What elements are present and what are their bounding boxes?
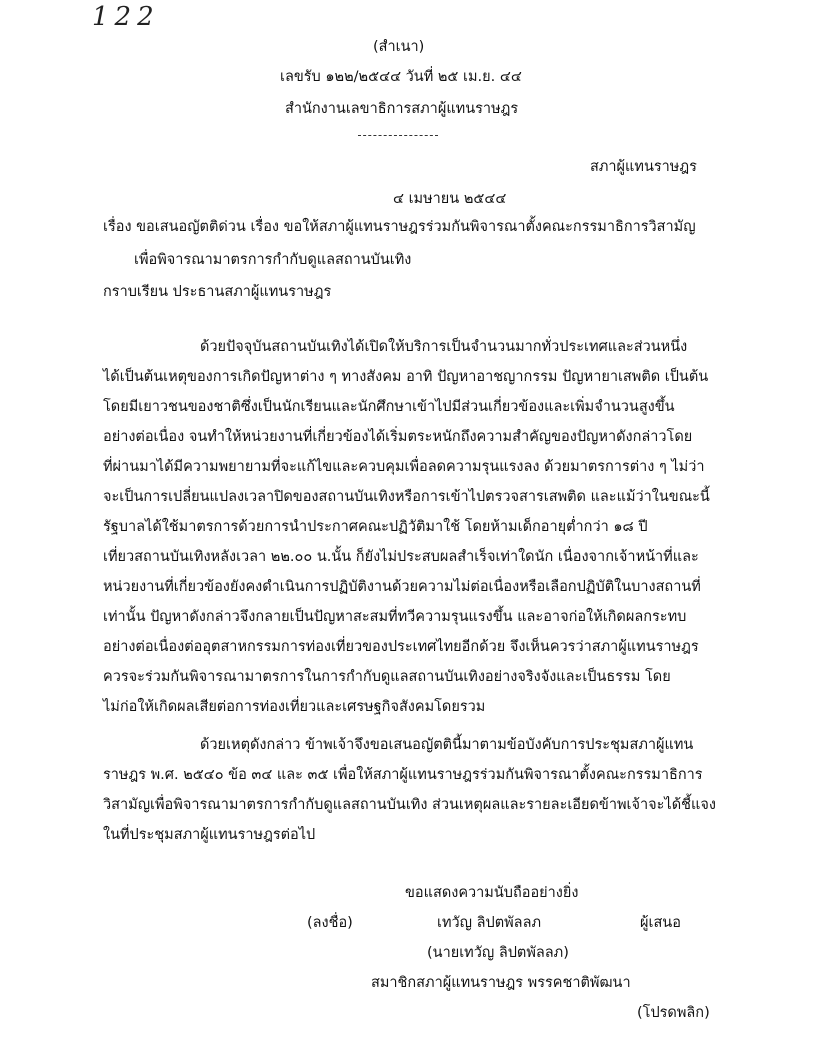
- body-paragraph-1: [103, 332, 713, 722]
- body-line: ควรจะร่วมกันพิจารณามาตรการในการกำกับดูแลสถานบันเทิงอย่างจริงจังและเป็นธรรม โดย: [103, 669, 671, 685]
- body-line: อย่างต่อเนื่อง จนทำให้หน่วยงานที่เกี่ยวข้องได้เริ่มตระหนักถึงความสำคัญของปัญหาดังกล่าวโดย: [103, 429, 693, 445]
- body-line: โดยมีเยาวชนของชาติซึ่งเป็นนักเรียนและนักศึกษาเข้าไปมีส่วนเกี่ยวข้องและเพิ่มจำนวนสูงขึ้น: [103, 399, 675, 415]
- salutation: กราบเรียน ประธานสภาผู้แทนราษฎร: [103, 284, 332, 300]
- body-line: วิสามัญเพื่อพิจารณามาตรการกำกับดูแลสถานบันเทิง ส่วนเหตุผลและรายละเอียดข้าพเจ้าจะได้ชี้แจง: [103, 797, 716, 813]
- letter-date: ๔ เมษายน ๒๕๔๔: [393, 191, 507, 207]
- body-line: เที่ยวสถานบันเทิงหลังเวลา ๒๒.๐๐ น.นั้น ก็ยังไม่ประสบผลสำเร็จเท่าใดนัก เนื่องจากเจ้าหน้าที่และ: [103, 549, 699, 565]
- body-line: ได้เป็นต้นเหตุของการเกิดปัญหาต่าง ๆ ทางสังคม อาทิ ปัญหาอาชญากรรม ปัญหายาเสพติด เป็นต้น: [103, 369, 709, 385]
- body-line: รัฐบาลได้ใช้มาตรการด้วยการนำประกาศคณะปฏิวัติมาใช้ โดยห้ามเด็กอายุต่ำกว่า ๑๘ ปี: [103, 519, 648, 535]
- closing-respect: ขอแสดงความนับถืออย่างยิ่ง: [405, 885, 579, 901]
- body-line: จะเป็นการเปลี่ยนแปลงเวลาปิดของสถานบันเทิงหรือการเข้าไปตรวจสารเสพติด และแม้ว่าในขณะนี้: [103, 489, 710, 505]
- receipt-line: เลขรับ ๑๒๒/๒๕๔๔ วันที่ ๒๕ เม.ย. ๔๔: [280, 69, 522, 85]
- subject-line-1: เรื่อง ขอเสนอญัตติด่วน เรื่อง ขอให้สภาผู้แทนราษฎรร่วมกันพิจารณาตั้งคณะกรรมาธิการวิสามัญ: [103, 219, 696, 235]
- body-line: ด้วยเหตุดังกล่าว ข้าพเจ้าจึงขอเสนอญัตตินี้มาตามข้อบังคับการประชุมสภาผู้แทน: [200, 737, 694, 753]
- body-line: ราษฎร พ.ศ. ๒๕๔๐ ข้อ ๓๔ และ ๓๕ เพื่อให้สภาผู้แทนราษฎรร่วมกันพิจารณาตั้งคณะกรรมาธิการ: [103, 767, 703, 783]
- proposer-role: ผู้เสนอ: [640, 915, 681, 931]
- signature-name: เทวัญ ลิปตพัลลภ: [437, 915, 542, 931]
- sign-label: (ลงชื่อ): [307, 915, 353, 931]
- printed-name: (นายเทวัญ ลิปตพัลลภ): [427, 945, 569, 961]
- body-line: เท่านั้น ปัญหาดังกล่าวจึงกลายเป็นปัญหาสะสมที่ทวีความรุนแรงขึ้น และอาจก่อให้เกิดผลกระทบ: [103, 609, 687, 625]
- body-line: ไม่ก่อให้เกิดผลเสียต่อการท่องเที่ยวและเศรษฐกิจสังคมโดยรวม: [103, 699, 486, 715]
- subject-line-2: เพื่อพิจารณามาตรการกำกับดูแลสถานบันเทิง: [134, 252, 412, 268]
- turn-over-note: (โปรดพลิก): [637, 1005, 710, 1021]
- handwritten-mark: 122: [92, 2, 160, 32]
- addressee-org: สภาผู้แทนราษฎร: [590, 159, 697, 175]
- body-line: ที่ผ่านมาได้มีความพยายามที่จะแก้ไขและควบคุมเพื่อลดความรุนแรงลง ด้วยมาตรการต่าง ๆ ไม่ว่า: [103, 459, 705, 475]
- body-line: ด้วยปัจจุบันสถานบันเทิงได้เปิดให้บริการเป็นจำนวนมากทั่วประเทศและส่วนหนึ่ง: [200, 339, 688, 355]
- member-position: สมาชิกสภาผู้แทนราษฎร พรรคชาติพัฒนา: [371, 975, 631, 991]
- body-line: หน่วยงานที่เกี่ยวข้องยังคงดำเนินการปฏิบัติงานด้วยความไม่ต่อเนื่องหรือเลือกปฏิบัติในบางสถานที่: [103, 579, 701, 595]
- separator-line: [358, 135, 438, 136]
- body-paragraph-2: [103, 730, 716, 850]
- body-line: ในที่ประชุมสภาผู้แทนราษฎรต่อไป: [103, 827, 316, 843]
- body-line: อย่างต่อเนื่องต่ออุตสาหกรรมการท่องเที่ยวของประเทศไทยอีกด้วย จึงเห็นควรว่าสภาผู้แทนราษฎร: [103, 639, 699, 655]
- copy-label: (สำเนา): [373, 39, 425, 55]
- office-name: สำนักงานเลขาธิการสภาผู้แทนราษฎร: [285, 101, 519, 117]
